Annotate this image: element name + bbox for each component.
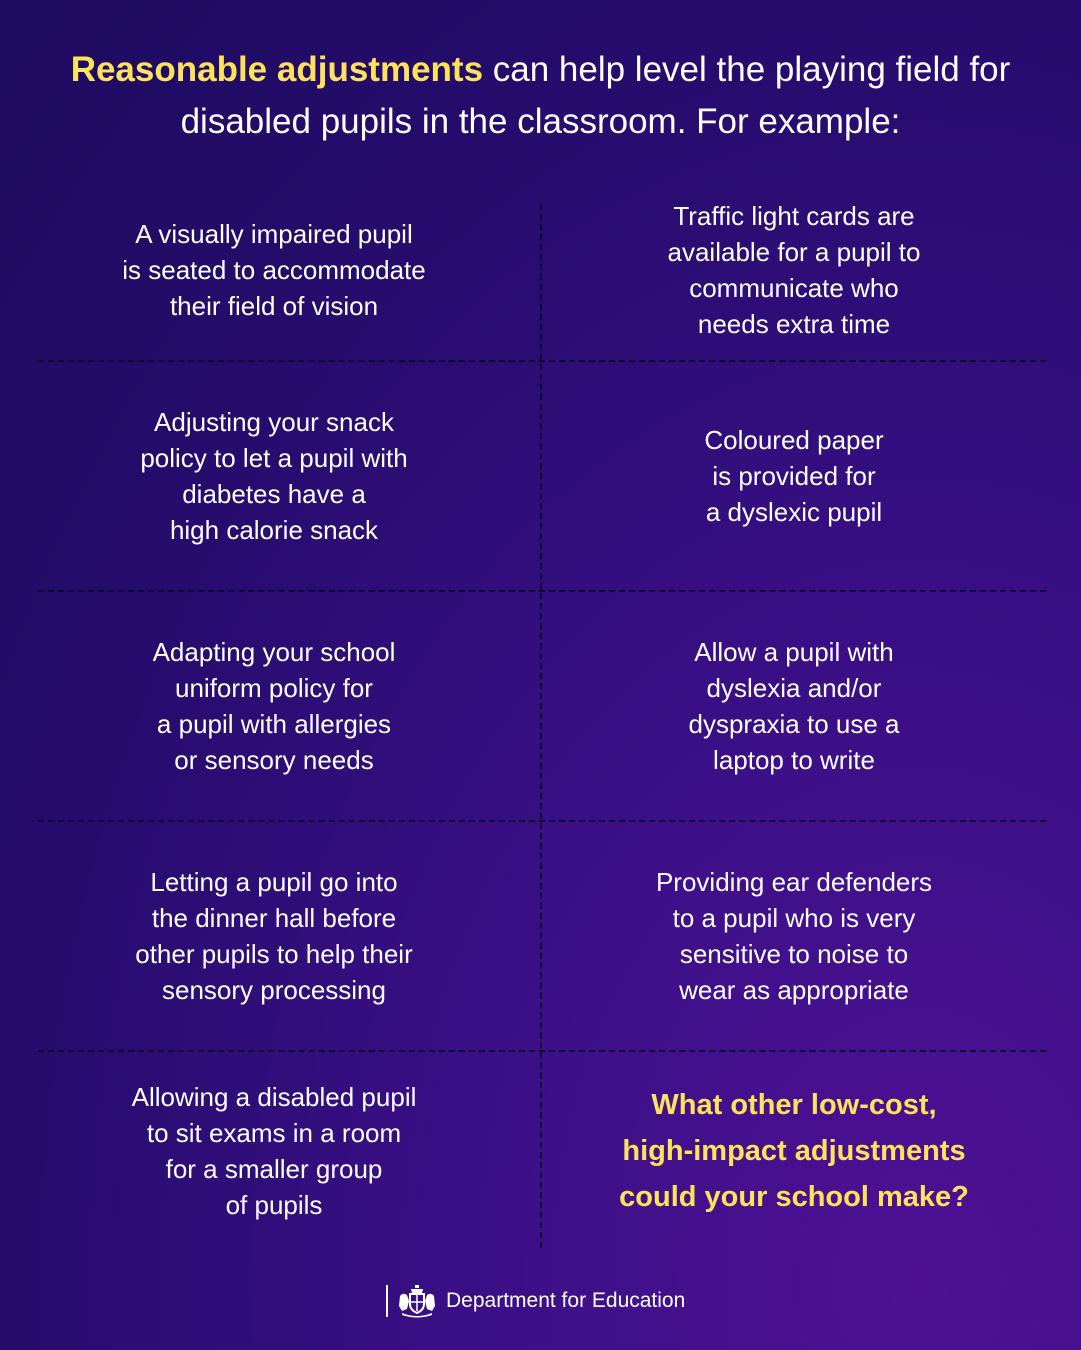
examples-grid <box>38 180 1046 1250</box>
example-text: Coloured paper is provided for a dyslexic pupil <box>704 424 884 527</box>
example-card <box>574 180 1014 360</box>
logo-divider <box>386 1285 388 1317</box>
example-text: Adjusting your snack policy to let a pupil with diabetes have a high calorie snack <box>140 406 408 545</box>
example-text: Allowing a disabled pupil to sit exams in a room for a smaller group of pupils <box>131 1081 417 1220</box>
department-name: Department for Education <box>446 1289 686 1312</box>
example-card <box>574 361 1014 590</box>
example-card <box>54 361 494 590</box>
example-text: Allow a pupil with dyslexia and/or dyspraxia to use a laptop to write <box>688 636 900 775</box>
footer-logo <box>386 1284 685 1318</box>
example-card <box>574 591 1014 820</box>
example-text: Letting a pupil go into the dinner hall before other pupils to help their sensory processing <box>135 866 413 1005</box>
example-card <box>54 180 494 360</box>
example-text: Traffic light cards are available for a pupil to communicate who needs extra time <box>667 201 921 339</box>
example-text: Adapting your school uniform policy for a pupil with allergies or sensory needs <box>152 636 396 775</box>
question-text: What other low-cost, high-impact adjustments could your school make? <box>619 1088 969 1213</box>
example-card <box>574 821 1014 1050</box>
headline <box>40 44 1041 148</box>
headline-highlight: Reasonable adjustments <box>70 50 484 89</box>
closing-question <box>574 1051 1014 1250</box>
royal-crest-icon <box>396 1284 438 1318</box>
example-card <box>54 591 494 820</box>
example-card <box>54 1051 494 1250</box>
headline-text: can help level the playing field for disabled pupils in the classroom. For example: <box>180 50 1011 141</box>
example-card <box>54 821 494 1050</box>
example-text: Providing ear defenders to a pupil who is very sensitive to noise to wear as appropriate <box>655 866 933 1005</box>
example-text: A visually impaired pupil is seated to accommodate their field of vision <box>122 219 426 321</box>
